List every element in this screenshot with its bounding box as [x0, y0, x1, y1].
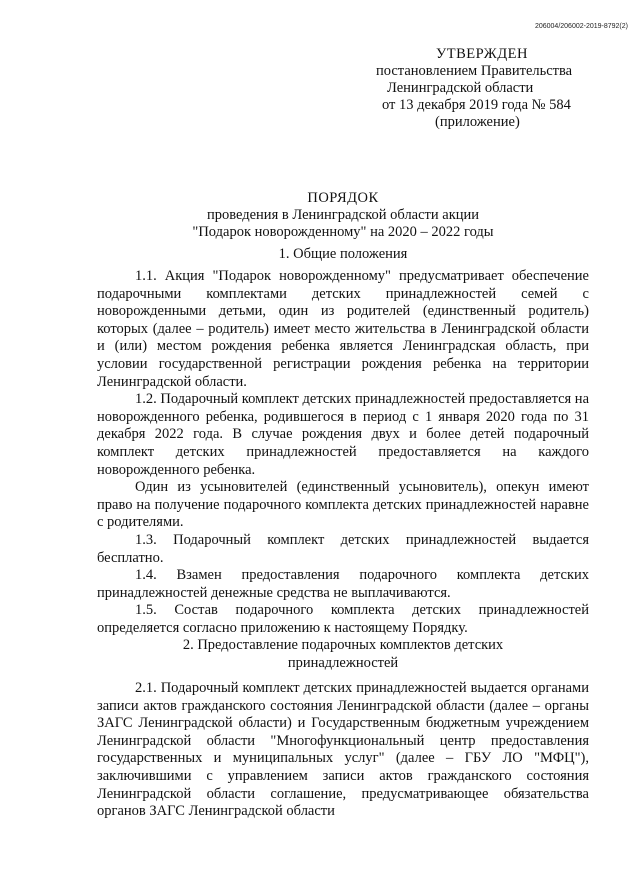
approval-line: от 13 декабря 2019 года № 584: [382, 97, 571, 113]
paragraph: 1.5. Состав подарочного комплекта детских принадлежностей определяется согласно приложению к настоящему Порядку.: [97, 602, 589, 636]
section-body: [97, 268, 589, 637]
approval-line: (приложение): [435, 114, 520, 130]
approval-block: [376, 46, 616, 131]
section-heading: [97, 636, 589, 672]
paragraph: 1.2. Подарочный комплект детских принадлежностей предоставляется на новорожденного ребенка, родившегося в период с 1 января 2020 года по 31 декабря 2022 года. В случае рождения двух и более детей подарочный комплект детских принадлежностей предоставляется на каждого новорожденного ребенка.: [97, 391, 590, 478]
paragraph: 1.1. Акция "Подарок новорожденному" предусматривает обеспечение подарочными комплектами детских принадлежностей семей с новорожденными детьми, один из родителей (единственный родитель) которых (далее – родитель) имеет место жительства в Ленинградской области и (или) местом рождения ребенка является Ленинградская область, при условии государственной регистрации рождения ребенка на территории Ленинградской области.: [97, 268, 589, 390]
approval-title: УТВЕРЖДЕН: [436, 46, 528, 62]
paragraph: Один из усыновителей (единственный усыновитель), опекун имеют право на получение подарочного комплекта детских принадлежностей наравне с родителями.: [97, 479, 589, 531]
section-body: [97, 680, 589, 821]
paragraph: 1.3. Подарочный комплект детских принадлежностей выдается бесплатно.: [97, 531, 589, 566]
document-title: [97, 190, 589, 241]
title-line: "Подарок новорожденному" на 2020 – 2022 годы: [192, 224, 494, 240]
document-number: 206004/206002-2019-8792(2): [534, 23, 628, 30]
heading-line: принадлежностей: [287, 655, 399, 671]
title-line: проведения в Ленинградской области акции: [206, 207, 480, 223]
heading-line: 2. Предоставление подарочных комплектов детских: [182, 637, 504, 653]
paragraph: 2.1. Подарочный комплект детских принадлежностей выдается органами записи актов гражданского состояния Ленинградской области (далее – органы ЗАГС Ленинградской области) и Государственным бюджетным учреждением Ленинградской области "Многофункциональный центр предоставления государственных и муниципальных услуг" (далее – ГБУ ЛО "МФЦ"), заключившими с управлением записи актов гражданского состояния Ленинградской области соглашение, предусматривающее обязательства органов ЗАГС Ленинградской области: [97, 680, 589, 820]
title-line: ПОРЯДОК: [307, 190, 379, 206]
section-heading: 1. Общие положения: [278, 246, 408, 262]
approval-line: постановлением Правительства: [376, 63, 573, 79]
paragraph: 1.4. Взамен предоставления подарочного комплекта детских принадлежностей денежные средства не выплачиваются.: [97, 567, 589, 601]
approval-line: Ленинградской области: [387, 80, 534, 96]
